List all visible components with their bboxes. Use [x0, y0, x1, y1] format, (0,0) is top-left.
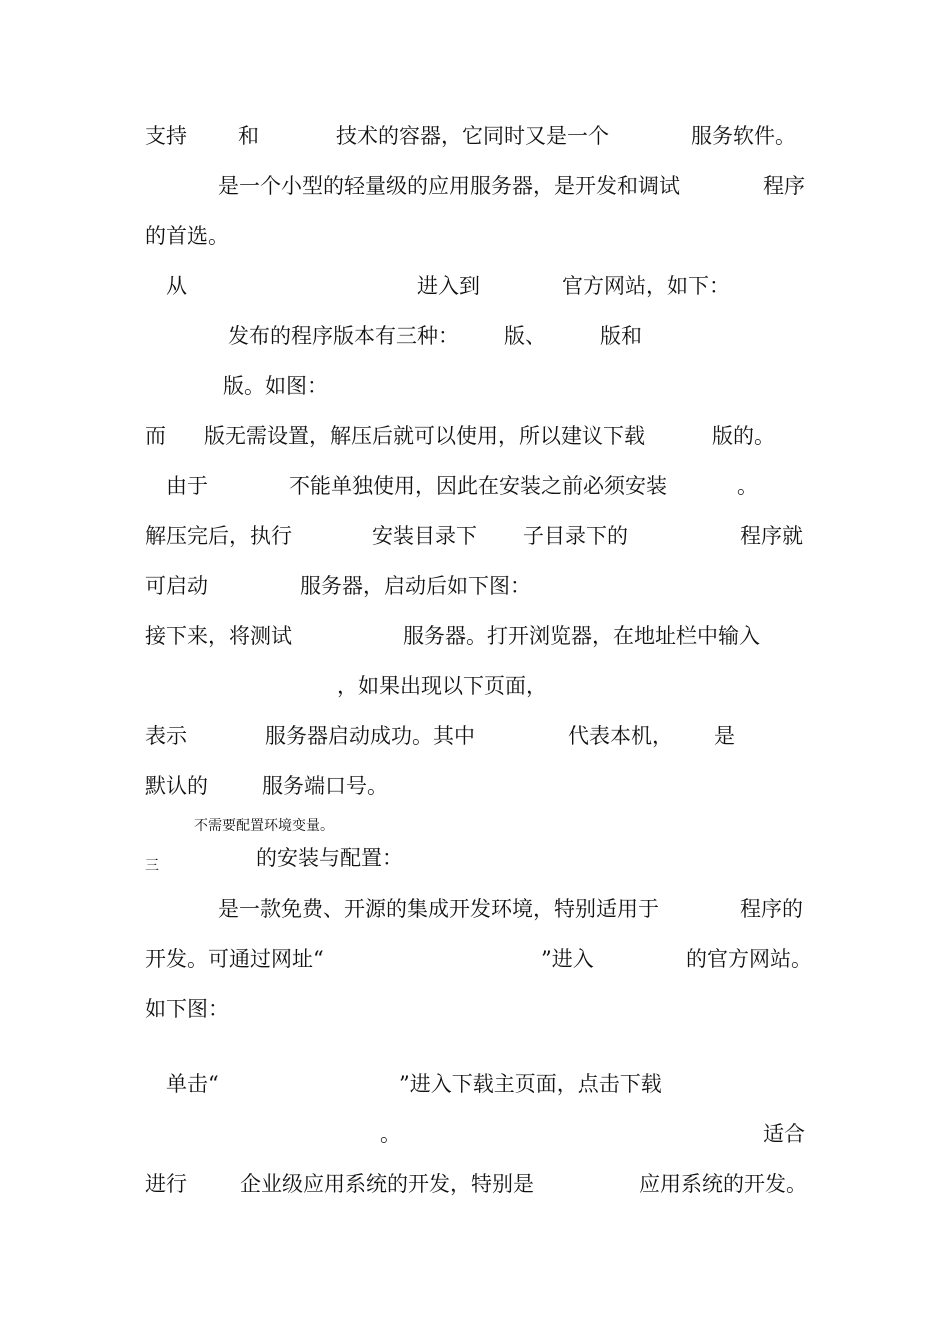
note-text: 不需要配置环境变量。 — [194, 818, 334, 834]
text-segment: 代表本机， — [568, 724, 673, 748]
text-segment: 默认的 — [145, 774, 208, 798]
text-segment: 解压完后，执行 — [145, 524, 292, 548]
text-segment: 安装目录下 — [372, 524, 477, 548]
text-segment: 进入到 — [417, 274, 480, 298]
text-segment: 企业级应用系统的开发，特别是 — [240, 1172, 534, 1196]
text-segment: 服务器启动成功。其中 — [265, 724, 475, 748]
text-segment: 而 — [145, 424, 166, 448]
text-segment: 可启动 — [145, 574, 208, 598]
text-segment: 程序就 — [740, 524, 803, 548]
text-segment: 版无需设置，解压后就可以使用，所以建议下载 — [204, 424, 645, 448]
text-segment: 支持 — [145, 124, 187, 148]
text-segment: ”进入 — [541, 947, 594, 971]
text-segment: 子目录下的 — [523, 524, 628, 548]
text-segment: 和 — [238, 124, 259, 148]
text-segment: 是一款免费、开源的集成开发环境，特别适用于 — [218, 897, 659, 921]
text-segment: 如下图： — [145, 997, 229, 1021]
text-segment: 接下来，将测试 — [145, 624, 292, 648]
text-segment: ，如果出现以下页面， — [337, 674, 547, 698]
text-segment: 的官方网站。 — [686, 947, 812, 971]
text-segment: 不能单独使用，因此在安装之前必须安装 — [289, 474, 667, 498]
text-segment: 服务器。打开浏览器，在地址栏中输入 — [403, 624, 760, 648]
text-segment: 。 — [737, 474, 758, 498]
text-segment: 版的。 — [712, 424, 775, 448]
text-segment: 单击“ — [166, 1072, 219, 1096]
text-segment: 程序 — [763, 174, 805, 198]
text-segment: 。 — [380, 1122, 401, 1146]
text-segment: 版。如图： — [223, 374, 328, 398]
section-number: 三 — [145, 858, 159, 874]
text-segment: 发布的程序版本有三种： — [228, 324, 459, 348]
text-segment: 官方网站，如下： — [562, 274, 730, 298]
text-segment: 从 — [166, 274, 187, 298]
text-segment: 表示 — [145, 724, 187, 748]
text-segment: 是 — [714, 724, 735, 748]
text-segment: 服务软件。 — [691, 124, 796, 148]
section-heading: 的安装与配置： — [256, 846, 403, 870]
text-segment: 技术的容器，它同时又是一个 — [336, 124, 609, 148]
text-segment: 的首选。 — [145, 224, 229, 248]
text-segment: 服务端口号。 — [262, 774, 388, 798]
text-segment: 程序的 — [740, 897, 803, 921]
text-segment: 进行 — [145, 1172, 187, 1196]
text-segment: 是一个小型的轻量级的应用服务器，是开发和调试 — [218, 174, 680, 198]
text-segment: 开发。可通过网址“ — [145, 947, 324, 971]
text-segment: 服务器，启动后如下图： — [300, 574, 531, 598]
text-segment: ”进入下载主页面，点击下载 — [399, 1072, 662, 1096]
text-segment: 应用系统的开发。 — [639, 1172, 807, 1196]
text-segment: 版和 — [600, 324, 642, 348]
text-segment: 适合 — [763, 1122, 805, 1146]
text-segment: 版、 — [504, 324, 546, 348]
text-segment: 由于 — [166, 474, 208, 498]
